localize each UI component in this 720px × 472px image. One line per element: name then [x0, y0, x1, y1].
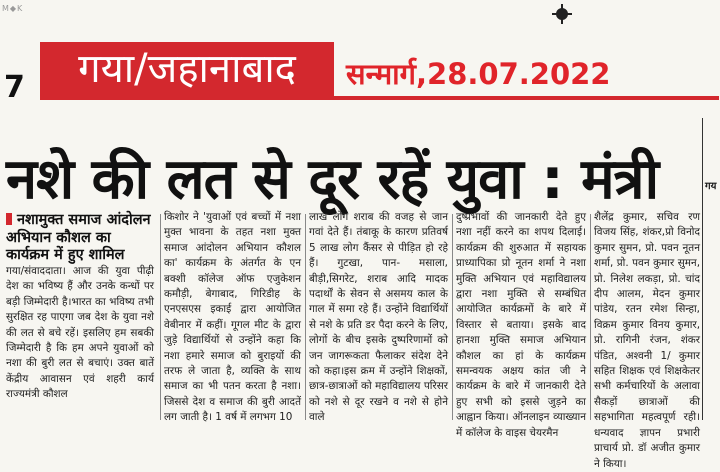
section-rule	[40, 96, 719, 100]
subhead-text: नशामुक्त समाज आंदोलन अभियान कौशल का कार्यक्रम में हुए शामिल	[6, 212, 151, 263]
page-number: 7	[4, 70, 25, 105]
column-divider	[452, 214, 453, 420]
article-column-4: दुष्प्रभावों की जानकारी देते हुए नशा नहीं करने का शपथ दिलाई। कार्यक्रम की शुरुआत में सहायक प्राध्यापिका प्रो नूतन शर्मा ने नशा मुक्ति अभियान एवं महाविद्यालय द्वारा नशा मुक्ति से सम्बंधित आयोजित कार्यक्रमों के बारे में विस्तार से बताया। इसके बाद हानशा मुक्ति समाज अभियान कौशल का हां के कार्यक्रम समन्वयक अक्षय कांत जी ने कार्यक्रम के बारे में जानकारी देते हुए सभी को इससे जुड़ने का आह्वान किया। ऑनलाइन व्याख्यान में कॉलेज के वाइस चेयरमैन	[456, 211, 586, 439]
section-tag: गया/जहानाबाद	[40, 42, 334, 96]
masthead-mark: M◆K	[2, 4, 24, 13]
headline: नशे की लत से दूर रहें युवा : मंत्री	[6, 147, 659, 212]
article-column-2: किशोर ने 'युवाओं एवं बच्चों में नशा मुक्त भावना के तहत नशा मुक्त समाज आंदोलन अभियान कौशल का' कार्यक्रम के अंतर्गत के एन बक्शी कॉलेज ऑफ एजुकेशन कमौड़ी, बेगाबाद, गिरिडीह के एनएसएस इकाई द्वारा आयोजित वेबीनार में कहीं। गूगल मीट के द्वारा जुड़े विद्यार्थियों से उन्होंने कहा कि नशा हमारे समाज को बुराइयों की तरफ ले जाता है, व्यक्ति के साथ समाज का भी पतन करता है नशा। जिससे देश व समाज की बुरी आदतें लग जाती है। 1 वर्ष में लगभग 10	[164, 211, 301, 424]
registration-mark-icon	[552, 4, 572, 24]
article-column-1: गया/संवाददाता। आज की युवा पीढ़ी देश का भविष्य हैं और उनके कन्धों पर बड़ी जिम्मेदारी है।भारत का भविष्य तभी सुरक्षित रह पाएगा जब देश के युवा नशे की लत से बचे रहें। इसलिए हम सबकी जिम्मेदारी है कि हम अपने युवाओं को नशा की बुरी लत से बचाएं। उक्त बातें केंद्रीय आवासन एवं शहरी कार्य राज्यमंत्री कौशल	[6, 265, 154, 401]
column-divider	[160, 214, 161, 420]
column-divider	[590, 214, 591, 420]
bullet-icon	[6, 213, 12, 225]
adjacent-article-strip	[702, 118, 720, 420]
date-stamp: सन्मार्ग,28.07.2022	[346, 57, 611, 91]
article-column-5: शैलेंद्र कुमार, सचिव रण विजय सिंह, शंकर,प्रो विनोद कुमार सुमन, प्रो. पवन नूतन शर्मा, प्रो. पवन कुमार सुमन, प्रो. निलेश लकड़ा, प्रो. चांद दीप आलम, मेदन कुमार पांडेय, रतन रमेश सिन्हा, विक्रम कुमार विनय कुमार, प्रो. रागिनी रंजन, शंकर पंडित, अश्वनी 1/ कुमार सहित शिक्षक एवं शिक्षकेतर सभी कर्मचारियों के अलावा सैकड़ों छात्राओं की सहभागिता महत्वपूर्ण रही।धन्यवाद ज्ञापन प्रभारी प्राचार्य प्रो. डॉ अजीत कुमार ने किया।	[594, 211, 700, 470]
column-divider	[305, 214, 306, 420]
article-column-3: लाख लोग शराब की वजह से जान गवां देते हैं। तंबाकू के कारण प्रतिवर्ष 5 लाख लोग कैंसर से पीड़ित हो रहे हैं। गुटखा, पान- मसाला, बीड़ी,सिगरेट, शराब आदि मादक पदार्थों के सेवन से असमय काल के गाल में समा रहे हैं। उन्होंने विद्यार्थियों से नशे के प्रति डर पैदा करने के लिए, लोगों के बीच इसके दुष्परिणामों को जन जागरूकता फैलाकर संदेश देने को कहा।इस क्रम में उन्होंने शिक्षकों, छात्र-छात्राओं को महाविद्यालय परिसर को नशे से दूर रखने व नशे से होने वाले	[309, 211, 448, 424]
adjacent-article-text: गय	[705, 181, 717, 192]
subhead	[6, 212, 154, 265]
